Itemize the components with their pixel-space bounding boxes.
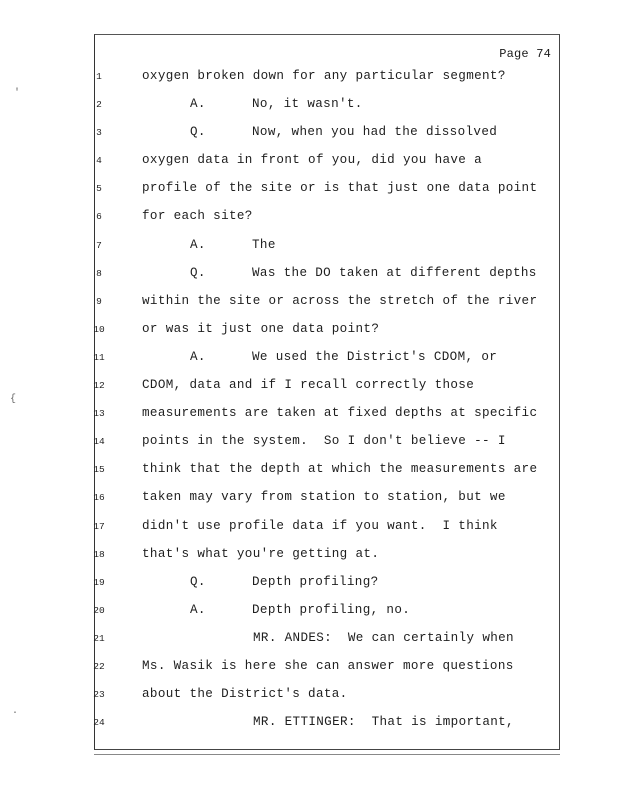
line-text: or was it just one data point? [142,321,380,336]
transcript-line [95,462,559,490]
transcript-line [95,294,559,322]
speaker-label: Q. [190,265,206,280]
line-text: MR. ANDES: We can certainly when [253,630,514,645]
line-text: MR. ETTINGER: That is important, [253,715,514,730]
line-text [190,238,276,252]
line-number: 1 [96,71,102,82]
transcript-line [95,350,559,378]
line-body: No, it wasn't. [252,97,363,112]
margin-tick: ' [14,88,21,99]
line-text: about the District's data. [142,687,348,702]
transcript-line [95,631,559,659]
line-number: 6 [96,211,102,223]
page-number: Page 74 [499,47,551,61]
speaker-label: A. [190,349,206,364]
line-number: 22 [93,660,105,672]
line-number: 2 [96,99,102,111]
line-number: 17 [93,520,105,532]
line-body: Now, when you had the dissolved [252,125,498,140]
margin-tick: · [12,708,19,719]
line-text: points in the system. So I don't believe -- I [142,434,506,449]
line-number: 5 [96,183,102,195]
line-text [190,350,497,364]
line-text: taken may vary from station to station, but we [142,490,506,505]
line-number: 9 [96,295,102,307]
speaker-label: A. [190,602,206,617]
line-number: 15 [93,464,105,476]
line-body: Depth profiling? [252,574,379,589]
line-number: 18 [93,548,105,560]
transcript-line [95,406,559,434]
line-body: We used the District's CDOM, or [252,349,498,364]
line-text: measurements are taken at fixed depths at specific [142,406,538,421]
transcript-line [95,69,559,97]
speaker-label: A. [190,237,206,252]
transcript-line [95,490,559,518]
transcript-line [95,715,559,743]
transcript-line [95,125,559,153]
transcript-page [94,34,560,750]
transcript-line [95,238,559,266]
transcript-line [95,153,559,181]
transcript-line [95,266,559,294]
line-number: 12 [93,380,105,392]
line-text [190,97,363,111]
transcript-line [95,603,559,631]
line-text: oxygen broken down for any particular segment? [142,69,506,83]
line-text [190,266,537,280]
bottom-rule [94,754,560,755]
line-text: profile of the site or is that just one data point [142,181,538,196]
line-body: Was the DO taken at different depths [252,265,537,280]
line-number: 24 [93,717,105,729]
line-text: didn't use profile data if you want. I think [142,518,498,533]
line-number: 16 [93,492,105,504]
transcript-line [95,519,559,547]
line-text [190,575,379,589]
speaker-label: Q. [190,125,206,140]
transcript-line [95,575,559,603]
speaker-label: Q. [190,574,206,589]
line-number: 20 [93,604,105,616]
line-number: 19 [93,576,105,588]
line-number: 10 [93,323,105,335]
speaker-label: A. [190,97,206,112]
transcript-line [95,434,559,462]
line-text [190,125,497,139]
transcript-line [95,378,559,406]
line-text [190,603,410,617]
line-number: 14 [93,436,105,448]
margin-bracket: { [10,394,17,405]
line-number: 3 [96,127,102,139]
line-text: CDOM, data and if I recall correctly those [142,378,475,393]
line-text: think that the depth at which the measurements are [142,462,538,477]
line-text: Ms. Wasik is here she can answer more questions [142,658,514,673]
line-number: 11 [93,351,105,363]
transcript-line [95,181,559,209]
line-number: 4 [96,155,102,167]
line-number: 7 [96,239,102,251]
transcript-line [95,547,559,575]
line-number: 21 [93,632,105,644]
line-body: Depth profiling, no. [252,602,411,617]
line-text: within the site or across the stretch of the river [142,293,538,308]
line-number: 23 [93,689,105,701]
transcript-line [95,322,559,350]
transcript-lines [95,69,559,743]
line-text: for each site? [142,209,253,224]
line-text: that's what you're getting at. [142,546,380,561]
transcript-line [95,209,559,237]
transcript-line [95,97,559,125]
line-number: 13 [93,408,105,420]
line-text: oxygen data in front of you, did you have a [142,153,483,168]
transcript-line [95,687,559,715]
transcript-line [95,659,559,687]
line-number: 8 [96,267,102,279]
line-body: The [252,237,276,252]
